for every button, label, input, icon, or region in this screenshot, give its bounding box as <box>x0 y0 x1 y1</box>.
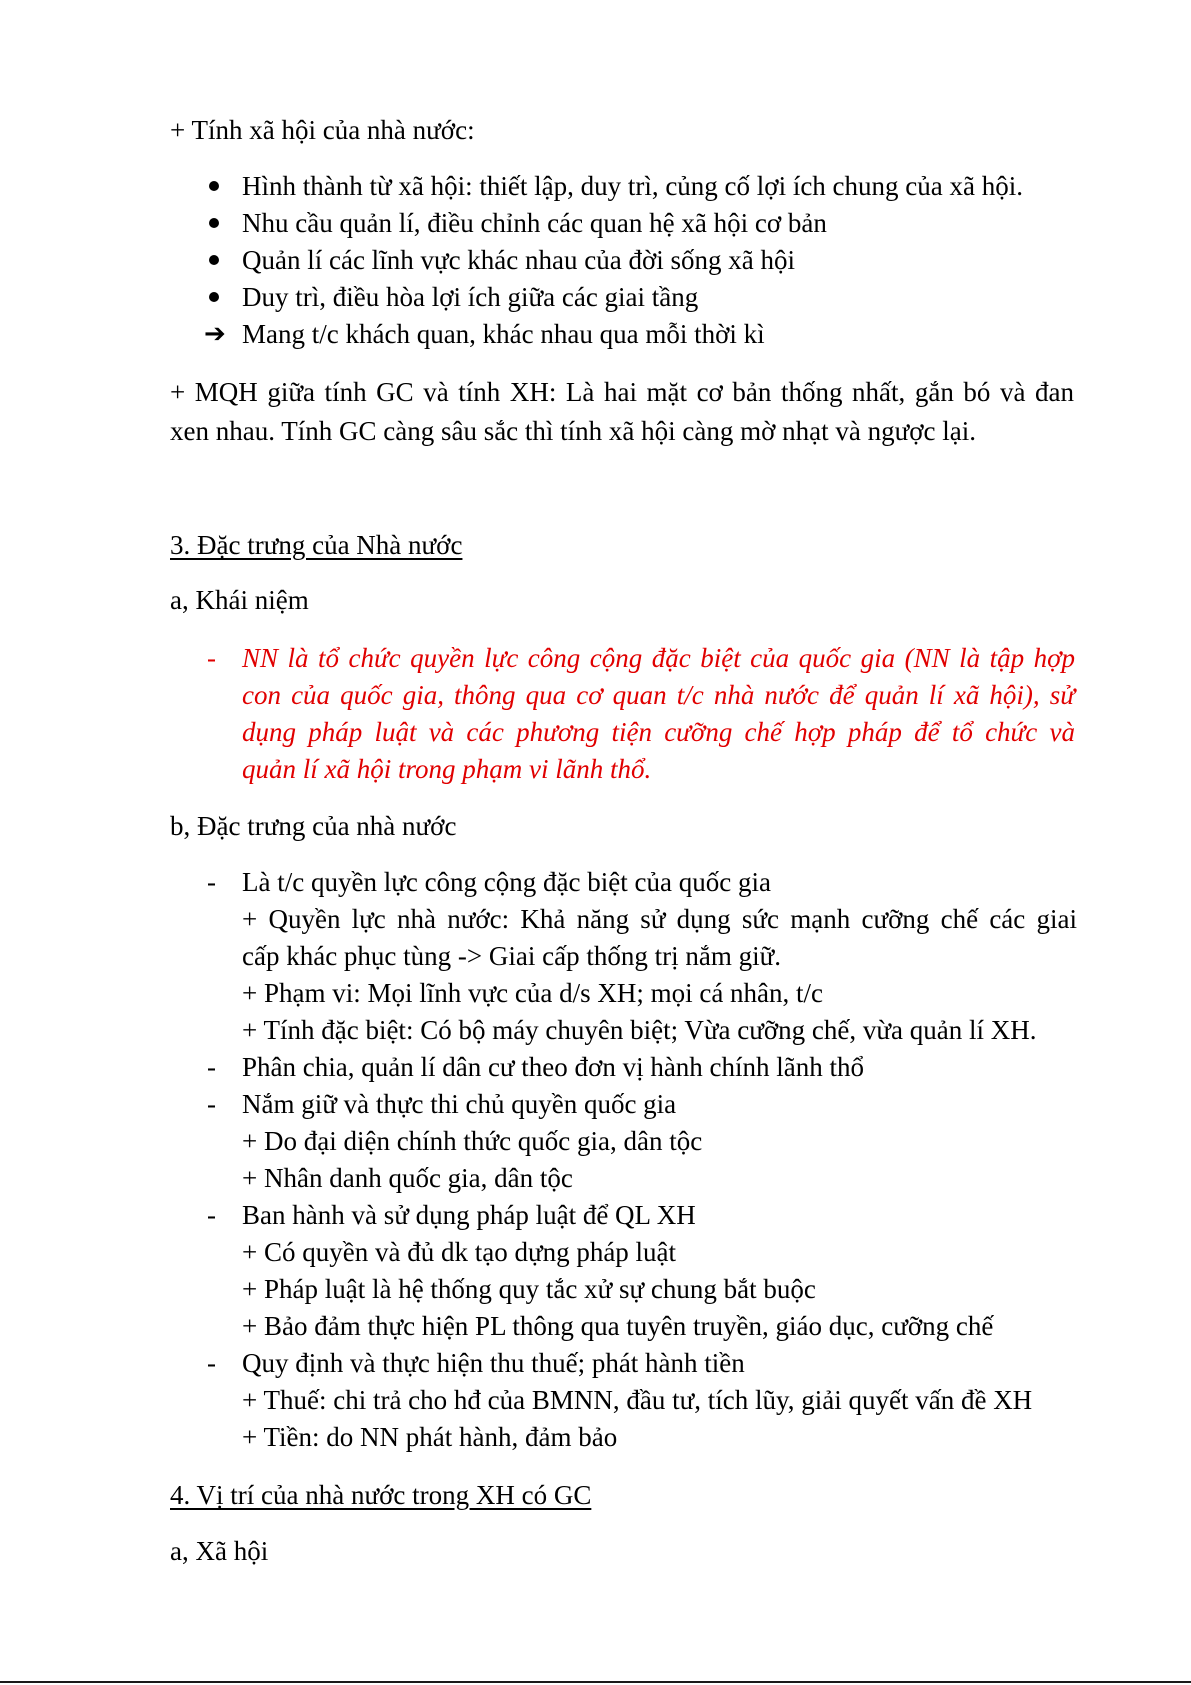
feature-4-detail-3: + Bảo đảm thực hiện PL thông qua tuyên truyền, giáo dục, cưỡng chế <box>242 1311 994 1341</box>
feature-5-detail-2: + Tiền: do NN phát hành, đảm bảo <box>242 1422 618 1452</box>
bullet-icon <box>209 181 219 191</box>
feature-4-detail-2: + Pháp luật là hệ thống quy tắc xử sự chung bắt buộc <box>242 1274 816 1304</box>
social-bullet-3: Quản lí các lĩnh vực khác nhau của đời sống xã hội <box>242 245 795 275</box>
feature-3-detail-2: + Nhân danh quốc gia, dân tộc <box>242 1163 573 1193</box>
feature-5-detail-1: + Thuế: chi trả cho hđ của BMNN, đầu tư, tích lũy, giải quyết vấn đề XH <box>242 1385 1033 1415</box>
social-conclusion: Mang t/c khách quan, khác nhau qua mỗi thời kì <box>242 319 765 349</box>
feature-1-detail-4: + Tính đặc biệt: Có bộ máy chuyên biệt; Vừa cưỡng chế, vừa quản lí XH. <box>242 1015 1037 1045</box>
bullet-icon <box>209 255 219 265</box>
section-3-sub-b: b, Đặc trưng của nhà nước <box>170 811 457 841</box>
feature-4-title: Ban hành và sử dụng pháp luật để QL XH <box>242 1200 696 1230</box>
section-4-title: 4. Vị trí của nhà nước trong XH có GC <box>170 1480 592 1510</box>
dash-marker: - <box>207 867 216 897</box>
feature-1-detail-1: + Quyền lực nhà nước: Khả năng sử dụng sức mạnh cưỡng chế các giai <box>242 904 1077 934</box>
concept-line-1: NN là tổ chức quyền lực công cộng đặc biệt của quốc gia (NN là tập hợp <box>242 643 1075 673</box>
right-arrow-icon: ➔ <box>204 319 226 349</box>
feature-5-title: Quy định và thực hiện thu thuế; phát hành tiền <box>242 1348 745 1378</box>
relation-line-2: xen nhau. Tính GC càng sâu sắc thì tính xã hội càng mờ nhạt và ngược lại. <box>170 416 977 446</box>
social-bullet-1: Hình thành từ xã hội: thiết lập, duy trì, củng cố lợi ích chung của xã hội. <box>242 171 1023 201</box>
social-bullet-2: Nhu cầu quản lí, điều chỉnh các quan hệ xã hội cơ bản <box>242 208 827 238</box>
social-bullet-4: Duy trì, điều hòa lợi ích giữa các giai tầng <box>242 282 699 312</box>
page-bottom-divider <box>0 1681 1191 1683</box>
feature-4-detail-1: + Có quyền và đủ dk tạo dựng pháp luật <box>242 1237 677 1267</box>
dash-marker: - <box>207 643 216 673</box>
concept-line-4: quản lí xã hội trong phạm vi lãnh thổ. <box>242 754 652 784</box>
relation-line-1: + MQH giữa tính GC và tính XH: Là hai mặt cơ bản thống nhất, gắn bó và đan <box>170 377 1074 407</box>
section-3-title: 3. Đặc trưng của Nhà nước <box>170 530 463 560</box>
feature-1-title: Là t/c quyền lực công cộng đặc biệt của quốc gia <box>242 867 771 897</box>
feature-2-title: Phân chia, quản lí dân cư theo đơn vị hành chính lãnh thổ <box>242 1052 865 1082</box>
social-heading: + Tính xã hội của nhà nước: <box>170 115 475 145</box>
dash-marker: - <box>207 1348 216 1378</box>
concept-line-2: con của quốc gia, thông qua cơ quan t/c nhà nước để quản lí xã hội), sử <box>242 680 1075 710</box>
dash-marker: - <box>207 1200 216 1230</box>
bullet-icon <box>209 218 219 228</box>
feature-3-title: Nắm giữ và thực thi chủ quyền quốc gia <box>242 1089 677 1119</box>
dash-marker: - <box>207 1089 216 1119</box>
bullet-icon <box>209 292 219 302</box>
dash-marker: - <box>207 1052 216 1082</box>
feature-1-detail-3: + Phạm vi: Mọi lĩnh vực của d/s XH; mọi cá nhân, t/c <box>242 978 824 1008</box>
section-4-sub-a: a, Xã hội <box>170 1536 269 1566</box>
concept-line-3: dụng pháp luật và các phương tiện cưỡng chế hợp pháp để tổ chức và <box>242 717 1075 747</box>
feature-1-detail-2: cấp khác phục tùng -> Giai cấp thống trị nắm giữ. <box>242 941 781 971</box>
section-3-sub-a: a, Khái niệm <box>170 585 309 615</box>
feature-3-detail-1: + Do đại diện chính thức quốc gia, dân tộc <box>242 1126 703 1156</box>
